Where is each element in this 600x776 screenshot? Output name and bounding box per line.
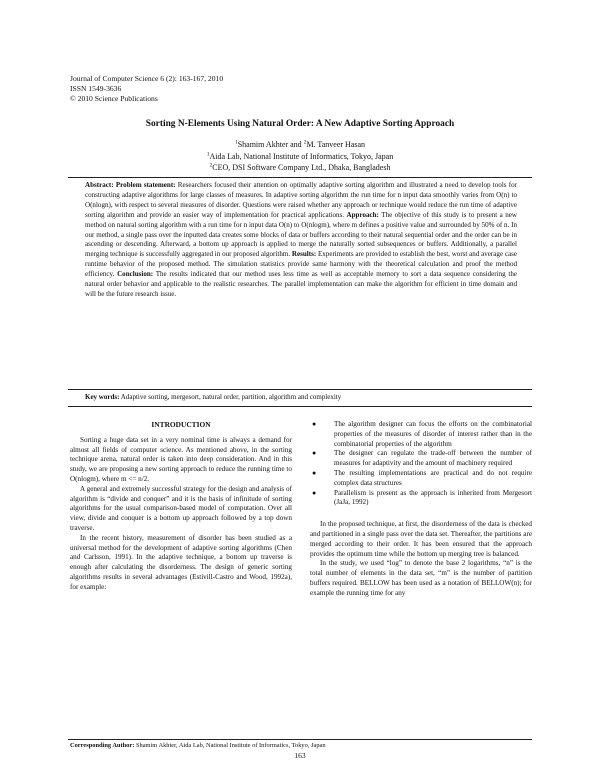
affiliation-1-mark: 1 [206,150,210,157]
journal-copyright: © 2010 Science Publications [70,94,158,103]
divider-middle [68,389,532,390]
author-names [60,139,540,151]
list-item [310,420,532,449]
affiliation-2-text: CEO, DSI Software Company Ltd., Dhaka, Bangladesh [212,163,391,172]
bullet-icon: ● [312,449,317,458]
footer-divider [68,739,532,740]
corresponding-author-text: Shamim Akhter, Aida Lab, National Institute of Informatics, Tokyo, Japan [134,742,326,749]
list-item-text: The designer can regulate the trade-off between the number of measures for adaptivity and the amount of machinery required [334,449,532,468]
keywords-text: Adaptive sorting, mergesort, natural order, partition, algorithm and complexity [119,393,342,401]
journal-header [70,74,223,104]
conclusion-label: Conclusion: [117,270,154,279]
page-number: 163 [294,751,306,760]
right-column [310,420,532,599]
problem-label: Problem statement: [115,181,176,189]
intro-paragraph-2: A general and extremely successful strategy for the design and analysis of algorithm is “divide and conquer” and it is the basis of infinitude of sorting algorithms for the usual comparison-based model of computation. Over all view, divide and conquer is a bottom up approach followed by a top down traverse. [70,484,292,532]
left-column [70,420,292,593]
right-paragraph-2: In the study, we used “log” to denote the base 2 logarithms, “n” is the total number of elements in the data set, “m” is the number of partition buffers required. BELLOW has been used as a notation of BELLOW(n); for example the running time for any [310,559,532,597]
corresponding-author [70,742,326,749]
intro-paragraph-1: Sorting a huge data set in a very nominal time is always a demand for almost all fields of computer science. As mentioned above, in the sorting technique arena, natural order is taken into deep consideration. And in this study, we are proposing a new sorting approach to reduce the running time to O(nlogm), where m <= n/2. [70,435,292,483]
results-label: Results: [291,250,317,259]
affiliation-2 [60,162,540,174]
introduction-heading: INTRODUCTION [151,420,211,429]
journal-citation: Journal of Computer Science 6 (2): 163-167, 2010 [70,74,224,83]
list-item-text: The resulting implementations are practical and do not require complex data structures [334,468,532,487]
approach-text: The objective of this study is to present a new method on natural sorting algorithm with a run time for n input data O(n) to O(nlogm), where m defines a positive value and surrounded by 50% of n. In our method, a single pass over the inputted data creates some blocks of data or buffers according to their natural sequential order and the order can be in ascending or descending. Afterward, a bottom up approach is applied to merge the naturally sorted subsequences or buffers. Additionally, a parallel merging technique is successfully aggregated in our proposed algorithm. [85,210,517,259]
keywords-label: Key words: [85,393,120,401]
list-item [310,489,532,509]
divider-top [68,177,532,178]
divider-bottom [68,406,532,407]
intro-paragraph-3: In the recent history, measurement of disorder has been studied as a universal method for the development of adaptive sorting algorithms (Chen and Carlsson, 1991). In the adaptive technique, a bottom up traverse is enough after calculating the disorderness. The design of generic sorting algorithms results in several advantages (Estivill-Castro and Wood, 1992a), for example: [70,533,292,591]
bullet-icon: ● [312,468,317,477]
author1-name: Shamim Akhter and [237,140,304,149]
list-item [310,449,532,469]
affiliation-1-text: Aida Lab, National Institute of Informatics, Tokyo, Japan [209,151,394,161]
bullet-icon: ● [312,420,317,428]
approach-label: Approach: [346,210,379,219]
paper-title: Sorting N-Elements Using Natural Order: A New Adaptive Sorting Approach [145,119,455,129]
affiliation-1 [60,151,540,163]
corresponding-author-label: Corresponding Author: [70,742,135,749]
list-item [310,469,532,489]
list-item-text: Parallelism is present as the approach is inherited from Mergesort (JaJa, 1992) [334,488,532,507]
journal-issn: ISSN 1549-3636 [70,84,122,93]
abstract-label: Abstract: [85,181,114,189]
results-text: Experiments are provided to establish the best, worst and average case runtime behavior of the proposed method. The simulation statistics provide same harmony with the theoretical calculation and proof the method efficiency. [85,250,517,279]
right-paragraph-1: In the proposed technique, at first, the disorderness of the data is checked and partitioned in a single pass over the data set. Thereafter, the partitions are merged according to their order. It has been ensured that the approach provides the optimum time while the bottom up merging tree is balanced. [310,520,532,558]
author1-affil-mark: 1 [234,139,238,146]
author2-affil-mark: 2 [303,139,307,146]
author2-name: M. Tanveer Hasan [306,140,366,149]
keywords [85,392,517,402]
bullet-icon: ● [312,488,317,497]
advantages-list [310,420,532,508]
abstract [85,181,517,300]
affiliation-2-mark: 2 [209,162,213,169]
list-item-text: The algorithm designer can focus the efforts on the combinatorial properties of the measures of disorder of interest rather than in the combinatorial properties of the algorithm [334,420,532,448]
author-block [60,139,540,174]
conclusion-text: The results indicated that our method uses less time as well as acceptable memory to sort a data sequence considering the natural order behavior and applicable to the realistic researches. The parallel implementation can make the algorithm for efficient in time domain and will be the future research issue. [85,270,517,298]
problem-text: Researchers focused their attention on optimally adaptive sorting algorithm and illustrated a need to develop tools for constructing adaptive algorithms for large classes of measures. In adaptive sorting algorithm the run time for n input data smoothly varies from O(n) to O(nlogn), with respect to several measures of disorder. Questions were raised whether any approach or technique would reduce the run time of adaptive sorting algorithm and provide an easier way of implementation for practical applications. [85,181,518,219]
